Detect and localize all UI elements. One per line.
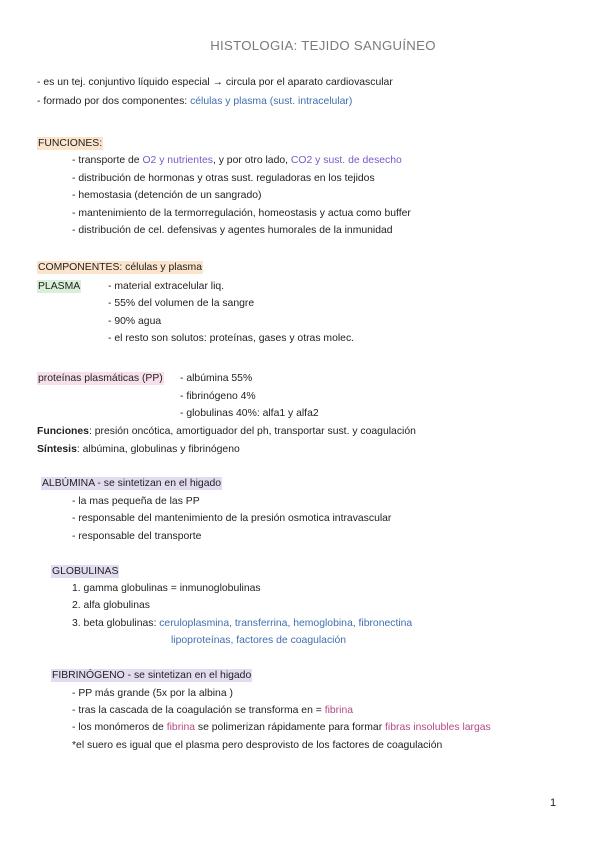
pp-sintesis: [37, 443, 240, 457]
albumina-heading-text: ALBÚMINA - se sintetizan en el higado: [42, 478, 222, 489]
pp-funciones-label: Funciones: [37, 426, 89, 437]
pp-item: - fibrinógeno 4%: [180, 391, 256, 402]
funciones-item-1-a: - transporte de: [72, 155, 143, 166]
globulinas-item-3-prefix: 3. beta globulinas:: [72, 618, 160, 629]
fibrinogeno-item-3-fibrina: fibrina: [166, 722, 196, 733]
globulinas-item-2: 2. alfa globulinas: [72, 600, 150, 611]
fibrinogeno-note: *el suero es igual que el plasma pero desprovisto de los factores de coagulación: [72, 740, 443, 751]
componentes-heading-text: COMPONENTES: células y plasma: [38, 262, 202, 273]
globulinas-item-3-continuation: lipoproteínas, factores de coagulación: [171, 635, 347, 646]
globulinas-item-3: [72, 617, 412, 631]
fibrinogeno-item-3-c: se polimerizan rápidamente para formar: [195, 722, 386, 733]
globulinas-item-3-colored: ceruloplasmina, transferrina, hemoglobina, fibronectina: [159, 618, 413, 629]
funciones-item-2: - distribución de hormonas y otras sust. reguladoras en los tejidos: [72, 173, 375, 184]
pp-funciones: [37, 425, 416, 439]
fibrinogeno-heading: [51, 669, 252, 683]
intro-line-2-colored: células y plasma (sust. intracelular): [190, 96, 353, 107]
fibrinogeno-item-2-prefix: - tras la cascada de la coagulación se transforma en =: [72, 705, 325, 716]
fibrinogeno-item-2: [72, 704, 353, 718]
albumina-item: - responsable del mantenimiento de la presión osmotica intravascular: [72, 513, 392, 524]
plasma-label-text: PLASMA: [38, 281, 81, 292]
funciones-item-4: - mantenimiento de la termorregulación, homeostasis y actua como buffer: [72, 208, 411, 219]
plasma-item: - material extracelular liq.: [108, 281, 225, 292]
plasma-item: - 90% agua: [108, 316, 162, 327]
globulinas-heading-text: GLOBULINAS: [52, 566, 119, 577]
pp-sintesis-text: : albúmina, globulinas y fibrinógeno: [76, 444, 240, 455]
page-number: 1: [550, 797, 557, 809]
intro-line-1: - es un tej. conjuntivo líquido especial → circula por el aparato cardiovascular: [37, 77, 393, 88]
pp-item: - albúmina 55%: [180, 373, 253, 384]
pp-label-text: proteínas plasmáticas (PP): [38, 373, 163, 384]
fibrinogeno-item-3: [72, 721, 491, 735]
funciones-item-5: - distribución de cel. defensivas y agentes humorales de la inmunidad: [72, 225, 393, 236]
funciones-item-3: - hemostasia (detención de un sangrado): [72, 190, 262, 201]
fibrinogeno-item-2-colored: fibrina: [324, 705, 354, 716]
componentes-heading: [37, 261, 203, 275]
pp-label: [37, 372, 164, 386]
page-title: HISTOLOGIA: TEJIDO SANGUÍNEO: [210, 38, 436, 53]
funciones-heading-text: FUNCIONES:: [38, 138, 103, 149]
plasma-label: [37, 280, 81, 294]
funciones-item-1-co2: CO2 y sust. de desecho: [290, 155, 402, 166]
intro-line-2: [37, 95, 352, 109]
fibrinogeno-item-3-a: - los monómeros de: [72, 722, 167, 733]
pp-item: - globulinas 40%: alfa1 y alfa2: [180, 408, 319, 419]
funciones-item-1-c: , y por otro lado,: [212, 155, 291, 166]
intro-line-2-prefix: - formado por dos componentes:: [37, 96, 191, 107]
albumina-item: - responsable del transporte: [72, 531, 202, 542]
albumina-heading: [41, 477, 222, 491]
globulinas-item-1: 1. gamma globulinas = inmunoglobulinas: [72, 583, 261, 594]
globulinas-heading: [51, 565, 119, 579]
plasma-item: - 55% del volumen de la sangre: [108, 298, 255, 309]
pp-funciones-text: : presión oncótica, amortiguador del ph, transportar sust. y coagulación: [88, 426, 416, 437]
fibrinogeno-heading-text: FIBRINÓGENO - se sintetizan en el higado: [52, 670, 252, 681]
funciones-item-1-o2: O2 y nutrientes: [142, 155, 213, 166]
fibrinogeno-item-1: - PP más grande (5x por la albina ): [72, 688, 233, 699]
plasma-item: - el resto son solutos: proteínas, gases y otras molec.: [108, 333, 355, 344]
funciones-heading: [37, 137, 103, 151]
albumina-item: - la mas pequeña de las PP: [72, 496, 200, 507]
funciones-item-1: [72, 154, 402, 168]
pp-sintesis-label: Síntesis: [37, 444, 77, 455]
fibrinogeno-item-3-fibras: fibras insolubles largas: [385, 722, 491, 733]
